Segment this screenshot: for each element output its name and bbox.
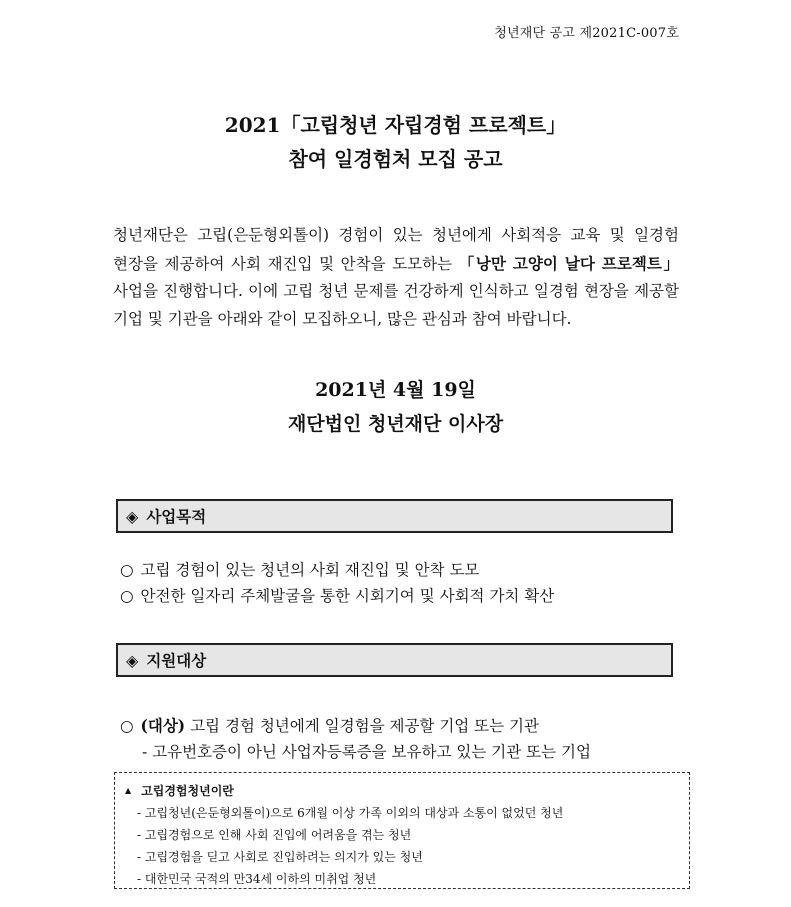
note-heading-text: 고립경험청년이란 (141, 784, 234, 798)
purpose-item-text: 고립 경험이 있는 청년의 사회 재진입 및 안착 도모 (140, 561, 480, 579)
circle-bullet-icon: ○ (120, 587, 134, 605)
circle-bullet-icon: ○ (120, 717, 134, 735)
diamond-bullet-icon: ◈ (126, 650, 139, 670)
list-item (120, 713, 680, 739)
title-line-1: 2021「고립청년 자립경험 프로젝트」 (224, 113, 567, 137)
triangle-bullet-icon: ▲ (125, 785, 132, 795)
circle-bullet-icon: ○ (120, 561, 134, 579)
note-item: - 고립경험으로 인해 사회 진입에 어려움을 겪는 청년 (137, 828, 412, 842)
note-item: - 대한민국 국적의 만34세 이하의 미취업 청년 (137, 872, 377, 886)
diamond-bullet-icon: ◈ (126, 506, 139, 526)
target-label: (대상) (140, 716, 186, 735)
section-header-target (116, 643, 673, 677)
intro-paragraph (113, 222, 679, 333)
section-title-target: 지원대상 (146, 651, 207, 670)
project-name-highlight: 「낭만 고양이 날다 프로젝트」 (458, 253, 679, 273)
intro-text-2: 사업을 진행합니다. 이에 고립 청년 문제를 건강하게 인식하고 일경험 현장을 제공할 기업 및 기관을 아래와 같이 모집하오니, 많은 관심과 참여 바랍니다. (113, 282, 679, 328)
note-item: - 고립청년(은둔형외톨이)으로 6개월 이상 가족 이외의 대상과 소통이 없었던 청년 (137, 806, 564, 820)
target-main-text: 고립 경험 청년에게 일경험을 제공할 기업 또는 기관 (185, 717, 540, 735)
intro-text-1: 청년재단은 고립(은둔형외톨이) 경험이 있는 청년에게 사회적응 교육 및 일경험 현장을 제공하여 사회 재진입 및 안착을 도모하는 (113, 226, 679, 273)
purpose-item-text: 안전한 일자리 주체발굴을 통한 시회기여 및 사회적 가치 확산 (140, 587, 555, 605)
notice-number: 청년재단 공고 제2021C-007호 (494, 26, 679, 41)
announcement-date: 2021년 4월 19일 (315, 379, 476, 401)
section-title-purpose: 사업목적 (146, 507, 207, 526)
section-header-purpose (116, 499, 673, 533)
definition-note-box (114, 772, 690, 889)
page-title (0, 108, 791, 176)
title-line-2: 참여 일경험처 모집 공고 (288, 147, 503, 171)
note-heading (125, 779, 679, 802)
signature-block (0, 373, 791, 441)
issuer-name: 재단법인 청년재단 이사장 (287, 413, 504, 435)
purpose-list (120, 557, 680, 609)
target-list (120, 713, 680, 765)
list-item (120, 557, 680, 583)
list-item (120, 583, 680, 609)
note-item: - 고립경험을 딛고 사회로 진입하려는 의지가 있는 청년 (137, 850, 423, 864)
target-sub-item: - 고유번호증이 아닌 사업자등록증을 보유하고 있는 기관 또는 기업 (142, 743, 591, 761)
